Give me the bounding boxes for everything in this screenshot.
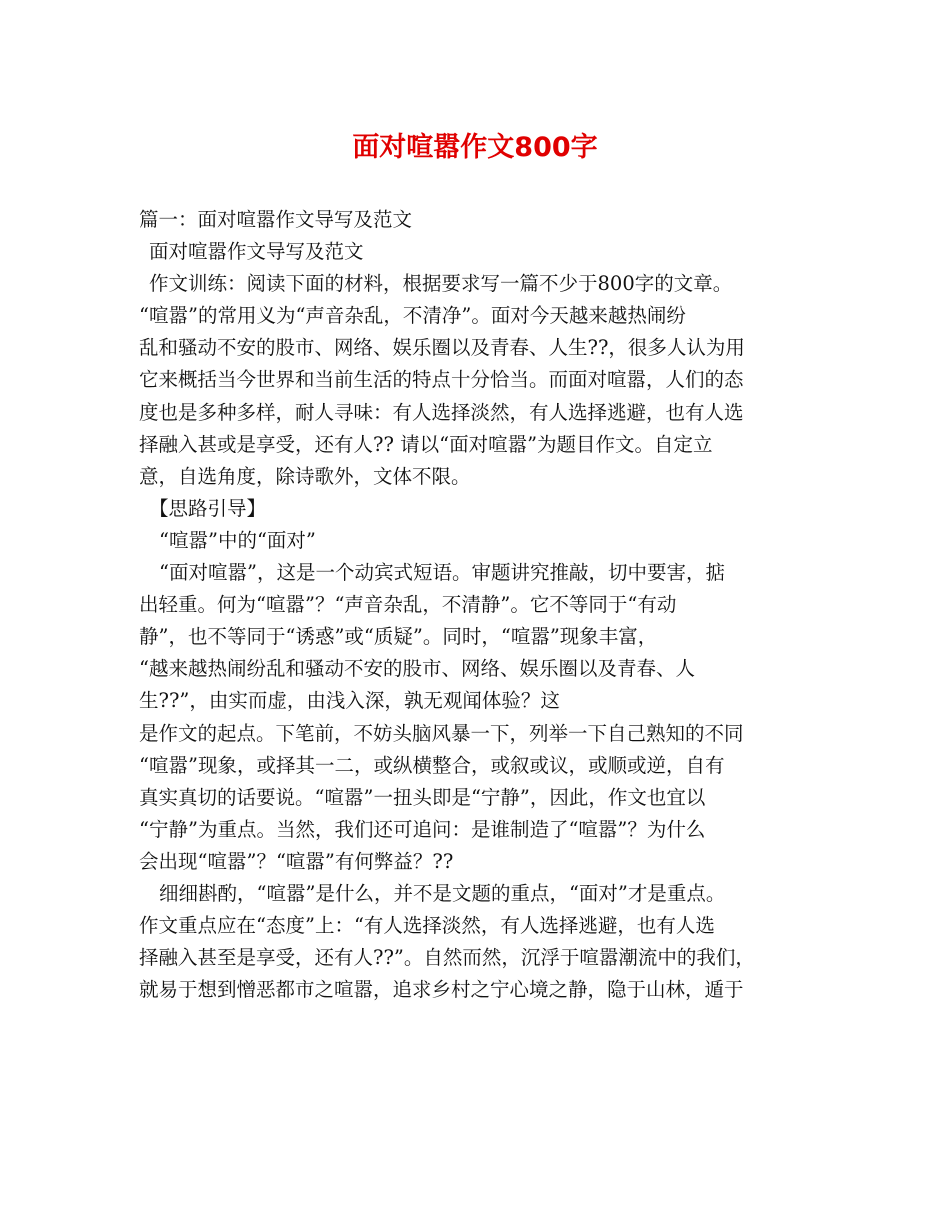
text-line: 乱和骚动不安的股市、网络、娱乐圈以及青春、人生??，很多人认为用 (139, 336, 745, 360)
text-line: 它来概括当今世界和当前生活的特点十分恰当。而面对喧嚣，人们的态 (139, 368, 744, 392)
subheading: 面对喧嚣作文导写及范文 (149, 240, 364, 264)
text-line: 是作文的起点。下笔前，不妨头脑风暴一下，列举一下自己熟知的不同 (139, 721, 744, 745)
text-line: “宁静”为重点。当然，我们还可追问：是谁制造了“喧嚣”？为什么 (139, 817, 706, 841)
text-line: 意，自选角度，除诗歌外，文体不限。 (139, 464, 471, 488)
section-heading: 篇一：面对喧嚣作文导写及范文 (139, 208, 413, 231)
text-line: 作文训练：阅读下面的材料，根据要求写一篇不少于800字的文章。 (149, 272, 733, 296)
text-line: 就易于想到憎恶都市之喧嚣，追求乡村之宁心境之静，隐于山林，遁于 (139, 978, 744, 1002)
text-line: 出轻重。何为“喧嚣”？“声音杂乱，不清静”。它不等同于“有动 (139, 593, 677, 617)
text-line: “喧嚣”现象，或择其一二，或纵横整合，或叙或议，或顺或逆，自有 (139, 753, 725, 777)
text-line: 作文重点应在“态度”上：“有人选择淡然，有人选择逃避，也有人选 (139, 914, 715, 938)
text-line: 会出现“喧嚣”？“喧嚣”有何弊益？?? (139, 849, 454, 873)
document-title: 面对喧嚣作文800字 (352, 132, 598, 163)
text-line: “面对喧嚣”，这是一个动宾式短语。审题讲究推敲，切中要害，掂 (159, 561, 725, 585)
text-line: 择融入甚或是享受，还有人?? 请以“面对喧嚣”为题目作文。自定立 (139, 432, 713, 456)
text-line: “喧嚣”的常用义为“声音杂乱，不清净”。面对今天越来越热闹纷 (139, 304, 686, 328)
text-line: 真实真切的话要说。“喧嚣”一扭头即是“宁静”，因此，作文也宜以 (139, 785, 706, 809)
subheading: “喧嚣”中的“面对” (159, 528, 316, 552)
text-line: “越来越热闹纷乱和骚动不安的股市、网络、娱乐圈以及青春、人 (139, 657, 695, 681)
text-line: 细细斟酌，“喧嚣”是什么，并不是文题的重点，“面对”才是重点。 (159, 881, 726, 905)
document-body (139, 204, 839, 1006)
text-line: 生??”，由实而虚，由浅入深，孰无观闻体验？这 (139, 689, 560, 713)
text-line: 静”，也不等同于“诱惑”或“质疑”。同时，“喧嚣”现象丰富， (139, 625, 658, 649)
text-line: 择融入甚至是享受，还有人??”。自然而然，沉浮于喧嚣潮流中的我们， (139, 946, 755, 970)
text-line: 度也是多种多样，耐人寻味：有人选择淡然，有人选择逃避，也有人选 (139, 400, 744, 424)
subheading: 【思路引导】 (149, 496, 267, 520)
